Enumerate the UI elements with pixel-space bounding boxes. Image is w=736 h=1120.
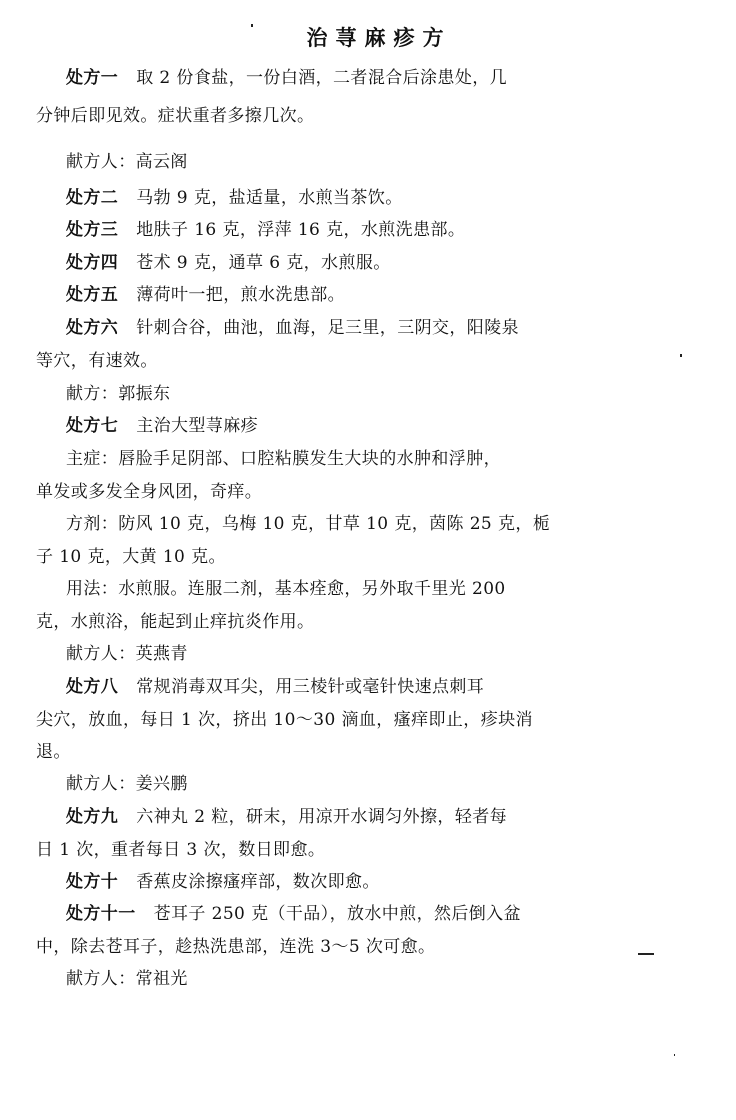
prescription-4-line — [66, 251, 391, 275]
text-line: 日 1 次，重者每日 3 次，数日即愈。 — [36, 840, 326, 860]
text-line: 子 10 克，大黄 10 克。 — [36, 547, 226, 567]
scan-mark — [638, 953, 654, 955]
text-line: 主症：唇脸手足阴部、口腔粘膜发生大块的水肿和浮肿， — [66, 449, 501, 469]
prescription-text: 苍术 9 克，通草 6 克，水煎服。 — [136, 253, 391, 273]
contributor-line: 献方：郭振东 — [66, 384, 171, 404]
prescription-label: 处方八 — [66, 677, 119, 697]
prescription-8-line — [66, 675, 484, 699]
prescription-label: 处方九 — [66, 807, 119, 827]
prescription-2-line — [66, 186, 403, 210]
prescription-text: 主治大型荨麻疹 — [136, 416, 259, 436]
prescription-text: 针刺合谷，曲池，血海，足三里，三阴交，阳陵泉 — [136, 318, 520, 338]
prescription-label: 处方三 — [66, 220, 119, 240]
prescription-text: 常规消毒双耳尖，用三棱针或毫针快速点刺耳 — [136, 677, 485, 697]
text-line: 中，除去苍耳子，趁热洗患部，连洗 3～5 次可愈。 — [36, 937, 436, 957]
text-line: 分钟后即见效。症状重者多擦几次。 — [36, 106, 315, 126]
text-line: 尖穴，放血，每日 1 次，挤出 10～30 滴血，瘙痒即止，疹块消 — [36, 710, 533, 730]
prescription-text: 地肤子 16 克，浮萍 16 克，水煎洗患部。 — [136, 220, 466, 240]
prescription-label: 处方二 — [66, 188, 119, 208]
prescription-10-line — [66, 870, 380, 894]
prescription-text: 六神丸 2 粒，研末，用凉开水调匀外擦，轻者每 — [136, 807, 508, 827]
prescription-label: 处方五 — [66, 285, 119, 305]
prescription-text: 马勃 9 克，盐适量，水煎当茶饮。 — [136, 188, 403, 208]
text-line: 方剂：防风 10 克，乌梅 10 克，甘草 10 克，茵陈 25 克，栀 — [66, 514, 551, 534]
scan-speck — [674, 1054, 675, 1056]
contributor-line: 献方人：姜兴鹏 — [66, 774, 188, 794]
prescription-label: 处方十 — [66, 872, 119, 892]
text-line: 用法：水煎服。连服二剂，基本痊愈，另外取千里光 200 — [66, 579, 506, 599]
prescription-text: 苍耳子 250 克（干品），放水中煎，然后倒入盆 — [153, 904, 521, 924]
prescription-label: 处方一 — [66, 68, 119, 88]
prescription-label: 处方十一 — [66, 904, 136, 924]
scan-speck — [251, 24, 253, 27]
prescription-11-line — [66, 902, 521, 926]
prescription-1-line — [66, 66, 507, 90]
text-line: 等穴，有速效。 — [36, 351, 158, 371]
text-line: 克，水煎浴，能起到止痒抗炎作用。 — [36, 612, 315, 632]
prescription-text: 香蕉皮涂擦瘙痒部，数次即愈。 — [136, 872, 380, 892]
prescription-5-line — [66, 283, 345, 307]
prescription-9-line — [66, 805, 507, 829]
text-line: 退。 — [36, 742, 71, 762]
page-title: 治荨麻疹方 — [306, 26, 452, 50]
text-line: 单发或多发全身风团，奇痒。 — [36, 482, 263, 502]
prescription-label: 处方七 — [66, 416, 119, 436]
prescription-7-line — [66, 414, 258, 438]
contributor-line: 献方人：高云阁 — [66, 152, 188, 172]
prescription-3-line — [66, 218, 465, 242]
contributor-line: 献方人：常祖光 — [66, 969, 188, 989]
prescription-6-line — [66, 316, 519, 340]
scan-speck — [680, 354, 682, 357]
prescription-text: 薄荷叶一把，煎水洗患部。 — [136, 285, 346, 305]
prescription-text: 取 2 份食盐，一份白酒，二者混合后涂患处，几 — [136, 68, 508, 88]
prescription-label: 处方六 — [66, 318, 119, 338]
prescription-label: 处方四 — [66, 253, 119, 273]
contributor-line: 献方人：英燕青 — [66, 644, 188, 664]
